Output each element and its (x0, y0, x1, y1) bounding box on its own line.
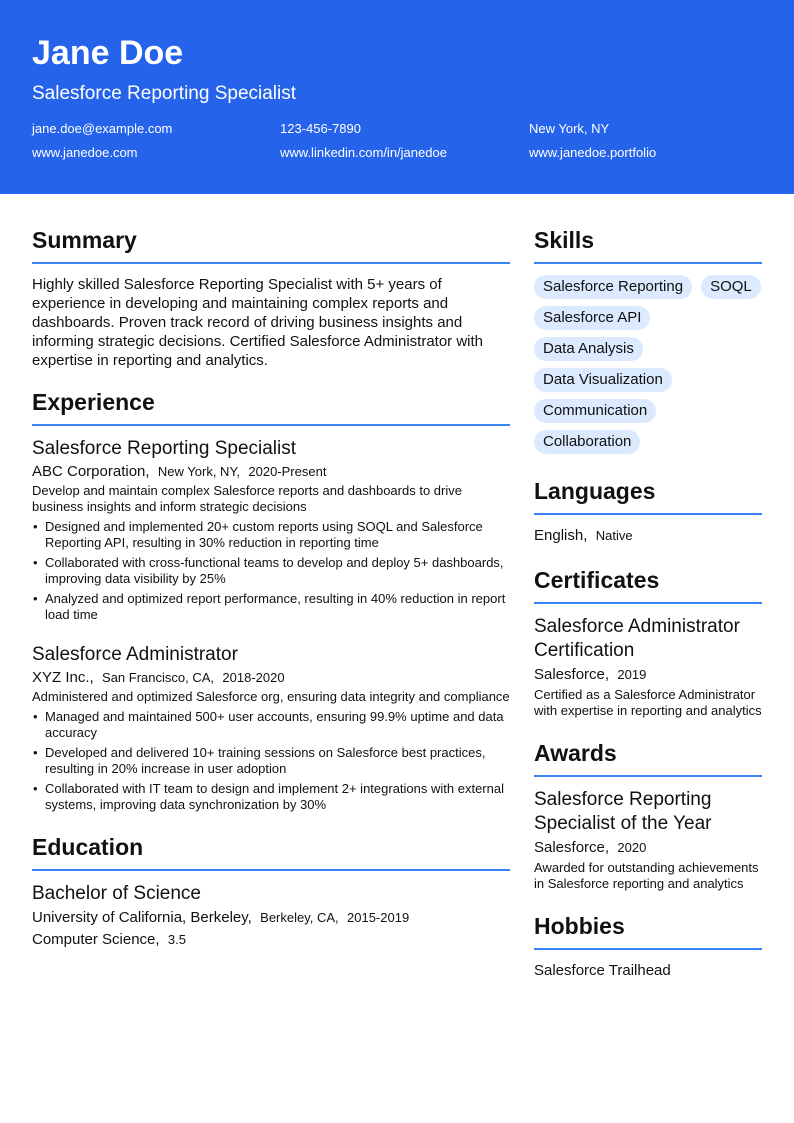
section-heading-skills: Skills (534, 226, 762, 264)
contact-portfolio[interactable]: www.janedoe.portfolio (529, 145, 657, 160)
contact-email[interactable]: jane.doe@example.com (32, 121, 173, 136)
job-bullet: • Collaborated with cross-functional teams to develop and deploy 5+ dashboards, improving data visibility by 25% (32, 555, 510, 587)
education-school-line (32, 907, 510, 929)
certificate-meta (534, 665, 762, 685)
job-dates: 2018-2020 (222, 670, 285, 685)
section-heading-experience: Experience (32, 388, 510, 426)
job-location: New York, NY, (157, 464, 241, 479)
award-meta (534, 838, 762, 858)
skill-chip: Data Visualization (534, 368, 672, 392)
contact-linkedin[interactable]: www.linkedin.com/in/janedoe (280, 145, 447, 160)
hobbies-section (534, 912, 762, 981)
job-entry (32, 437, 510, 623)
certificate-year: 2019 (617, 667, 647, 682)
section-heading-hobbies: Hobbies (534, 912, 762, 950)
education-location: Berkeley, CA, (260, 910, 339, 925)
language-name: English, (534, 527, 588, 544)
job-bullet: • Collaborated with IT team to design and implement 2+ integrations with external systems, improving data synchronization by 30% (32, 781, 510, 813)
language-level: Native (595, 528, 633, 543)
skills-list (534, 275, 762, 454)
education-dates: 2015-2019 (347, 910, 410, 925)
skill-chip: Salesforce Reporting (534, 275, 692, 299)
skill-chip: Collaboration (534, 430, 640, 454)
job-description: Develop and maintain complex Salesforce reports and dashboards to drive business insights and inform strategic decisions (32, 483, 462, 514)
contact-info (32, 121, 772, 161)
languages-section (534, 477, 762, 546)
award-year: 2020 (617, 840, 647, 855)
job-entry (32, 643, 510, 813)
job-company: ABC Corporation, (32, 463, 150, 480)
section-heading-summary: Summary (32, 226, 510, 264)
hobby-item: Salesforce Trailhead (534, 962, 671, 979)
skills-section (534, 226, 762, 454)
education-section (32, 833, 510, 951)
job-bullet: • Designed and implemented 20+ custom reports using SOQL and Salesforce Reporting API, resulting in 30% reduction in reporting time (32, 519, 510, 551)
job-description: Administered and optimized Salesforce org, ensuring data integrity and compliance (32, 689, 510, 704)
certificate-description: Certified as a Salesforce Administrator with expertise in reporting and analytics (534, 687, 762, 718)
job-bullets (32, 519, 510, 623)
education-major: Computer Science, (32, 931, 160, 948)
job-title: Salesforce Administrator (32, 644, 238, 665)
certificate-issuer: Salesforce, (534, 666, 610, 683)
job-bullet: • Analyzed and optimized report performance, resulting in 40% reduction in report load time (32, 591, 510, 623)
certificates-section (534, 566, 762, 719)
job-bullets (32, 709, 510, 813)
job-bullet: • Managed and maintained 500+ user accounts, ensuring 99.9% uptime and data accuracy (32, 709, 510, 741)
job-company: XYZ Inc., (32, 669, 94, 686)
main-column (32, 226, 510, 951)
experience-section (32, 388, 510, 813)
contact-phone[interactable]: 123-456-7890 (280, 121, 361, 136)
contact-website[interactable]: www.janedoe.com (32, 145, 138, 160)
award-description: Awarded for outstanding achievements in Salesforce reporting and analytics (534, 860, 759, 891)
job-meta (32, 668, 510, 688)
skill-chip: Communication (534, 399, 656, 423)
resume-header (0, 0, 794, 194)
education-major-line (32, 929, 510, 951)
skill-chip: Data Analysis (534, 337, 643, 361)
candidate-title: Salesforce Reporting Specialist (32, 83, 297, 104)
award-issuer: Salesforce, (534, 839, 610, 856)
language-entry (534, 526, 762, 546)
skill-chip: Salesforce API (534, 306, 650, 330)
job-dates: 2020-Present (248, 464, 327, 479)
summary-section (32, 226, 510, 370)
certificate-title: Salesforce Administrator Certification (534, 616, 740, 661)
job-title: Salesforce Reporting Specialist (32, 438, 297, 459)
section-heading-languages: Languages (534, 477, 762, 515)
candidate-name: Jane Doe (32, 34, 184, 72)
awards-section (534, 739, 762, 892)
job-meta (32, 462, 510, 482)
education-school: University of California, Berkeley, (32, 909, 252, 926)
skill-chip: SOQL (701, 275, 761, 299)
award-title: Salesforce Reporting Specialist of the Year (534, 789, 712, 834)
education-gpa: 3.5 (167, 932, 186, 947)
section-heading-education: Education (32, 833, 510, 871)
section-heading-certificates: Certificates (534, 566, 762, 604)
side-column (534, 226, 762, 981)
education-degree: Bachelor of Science (32, 883, 201, 904)
summary-text: Highly skilled Salesforce Reporting Specialist with 5+ years of experience in developing and maintaining complex reports and dashboards. Proven track record of driving business insights and informing strategic decisions. Certified Salesforce Administrator with expertise in reporting and analytics. (32, 276, 484, 369)
contact-location: New York, NY (529, 121, 610, 136)
job-bullet: • Developed and delivered 10+ training sessions on Salesforce best practices, resulting in 20% increase in user adoption (32, 745, 510, 777)
job-location: San Francisco, CA, (102, 670, 215, 685)
section-heading-awards: Awards (534, 739, 762, 777)
